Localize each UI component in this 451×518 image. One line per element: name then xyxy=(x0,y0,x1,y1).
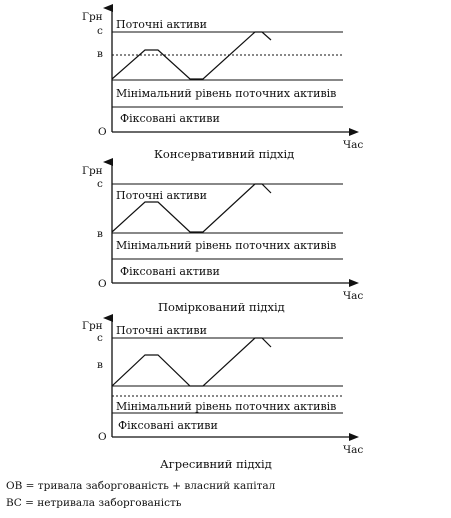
min-level-label: Мінімальний рівень поточних активів xyxy=(116,400,337,413)
y-axis-label: Грн xyxy=(82,320,103,332)
origin-label: О xyxy=(98,431,107,443)
fixed-assets-label: Фіксовані активи xyxy=(120,265,220,278)
level-b-label: в xyxy=(97,359,103,371)
origin-label: О xyxy=(98,126,107,138)
x-axis-label: Час xyxy=(343,290,364,302)
panel-aggressive xyxy=(82,318,363,471)
min-level-label: Мінімальний рівень поточних активів xyxy=(116,87,337,100)
current-assets-label: Поточні активи xyxy=(116,18,207,31)
panel-conservative xyxy=(82,8,363,161)
panel-caption: Консервативний підхід xyxy=(154,147,295,161)
panel-caption: Агресивний підхід xyxy=(160,457,272,471)
legend-ob: ОВ = тривала заборгованість + власний капітал xyxy=(6,480,276,492)
y-axis-label: Грн xyxy=(82,11,103,23)
x-axis-label: Час xyxy=(343,139,364,151)
fixed-assets-label: Фіксовані активи xyxy=(118,419,218,432)
legend-bc: ВС = нетривала заборгованість xyxy=(6,497,182,509)
current-assets-label: Поточні активи xyxy=(116,189,207,202)
origin-label: О xyxy=(98,278,107,290)
panel-moderate xyxy=(82,162,363,314)
y-axis-label: Грн xyxy=(82,165,103,177)
panel-caption: Поміркований підхід xyxy=(158,300,285,314)
level-c-label: с xyxy=(97,332,103,344)
legend xyxy=(6,480,276,509)
current-assets-label: Поточні активи xyxy=(116,324,207,337)
level-c-label: с xyxy=(97,25,103,37)
x-axis-label: Час xyxy=(343,444,364,456)
fixed-assets-label: Фіксовані активи xyxy=(120,112,220,125)
min-level-label: Мінімальний рівень поточних активів xyxy=(116,239,337,252)
level-b-label: в xyxy=(97,48,103,60)
level-c-label: с xyxy=(97,178,103,190)
level-b-label: в xyxy=(97,228,103,240)
current-assets-curve xyxy=(112,338,271,386)
current-assets-curve xyxy=(112,32,271,79)
